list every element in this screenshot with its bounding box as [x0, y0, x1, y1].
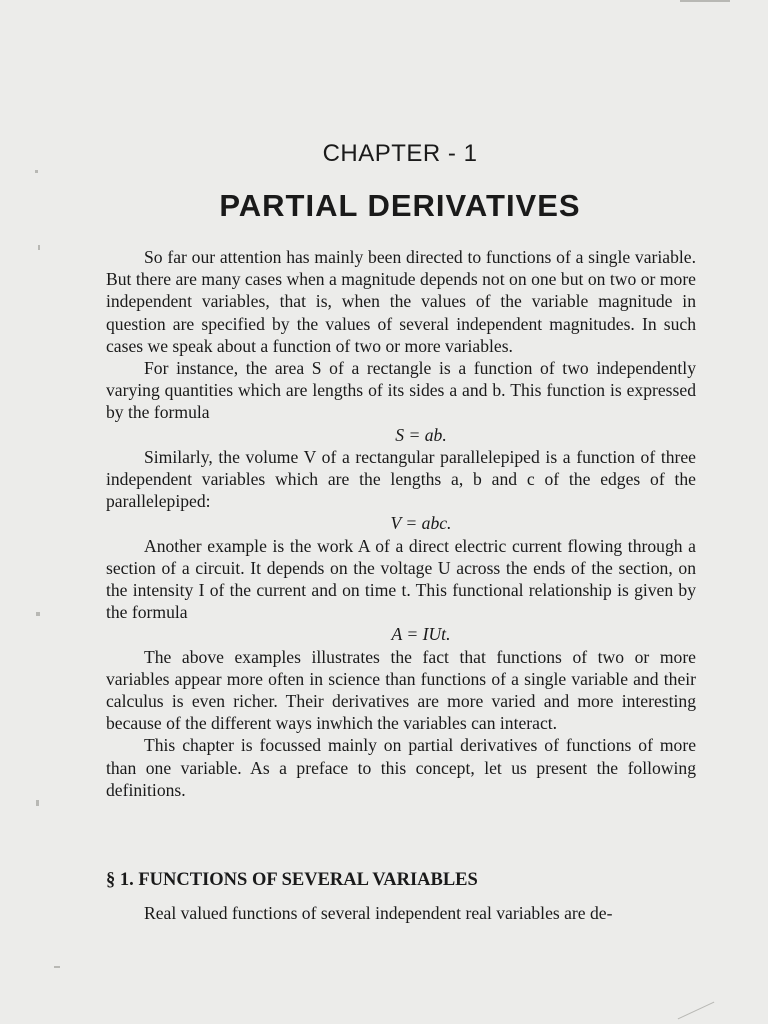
paragraph-volume-example: Similarly, the volume V of a rectangular parallelepiped is a function of three independent variables which are the lengths a, b and c of the edges of the parallelepiped:	[106, 446, 696, 512]
paragraph-chapter-focus: This chapter is focussed mainly on partial derivatives of functions of more than one variable. As a preface to this concept, let us present the following definitions.	[106, 735, 696, 800]
scan-speck	[54, 966, 60, 968]
paragraph-area-example: For instance, the area S of a rectangle is a function of two independently varying quantities which are lengths of its sides a and b. This function is expressed by the formula	[106, 358, 696, 423]
formula-work: A = IUt.	[391, 624, 451, 645]
section-heading: § 1. FUNCTIONS OF SEVERAL VARIABLES	[106, 870, 478, 890]
body-text	[106, 246, 696, 801]
paragraph-work-example: Another example is the work A of a direct electric current flowing through a section of a circuit. It depends on the voltage U across the ends of the section, on the intensity I of the current and on time t. This functional relationship is given by the formula	[106, 535, 696, 623]
scan-speck	[36, 800, 39, 806]
paragraph-summary: The above examples illustrates the fact that functions of two or more variables appear more often in science than functions of a single variable and their calculus is even richer. Their derivatives are more varied and more interesting because of the different ways inwhich the variables can interact.	[106, 646, 696, 734]
formula-area: S = ab.	[395, 424, 447, 445]
scan-speck	[36, 612, 40, 616]
scan-speck	[35, 170, 38, 173]
scan-speck	[38, 245, 40, 250]
scan-speck	[678, 1002, 715, 1020]
scan-speck	[680, 0, 730, 2]
paragraph-intro: So far our attention has mainly been directed to functions of a single variable. But there are many cases when a magnitude depends not on one but on two or more independent variables, that is, when the values of the variable magnitude in question are specified by the values of several independent magnitudes. In such cases we speak about a function of two or more variables.	[106, 247, 696, 356]
chapter-label: CHAPTER - 1	[322, 140, 478, 167]
formula-volume: V = abc.	[390, 513, 452, 534]
section-intro-text: Real valued functions of several independent real variables are de-	[144, 903, 613, 923]
chapter-title: PARTIAL DERIVATIVES	[219, 188, 581, 223]
